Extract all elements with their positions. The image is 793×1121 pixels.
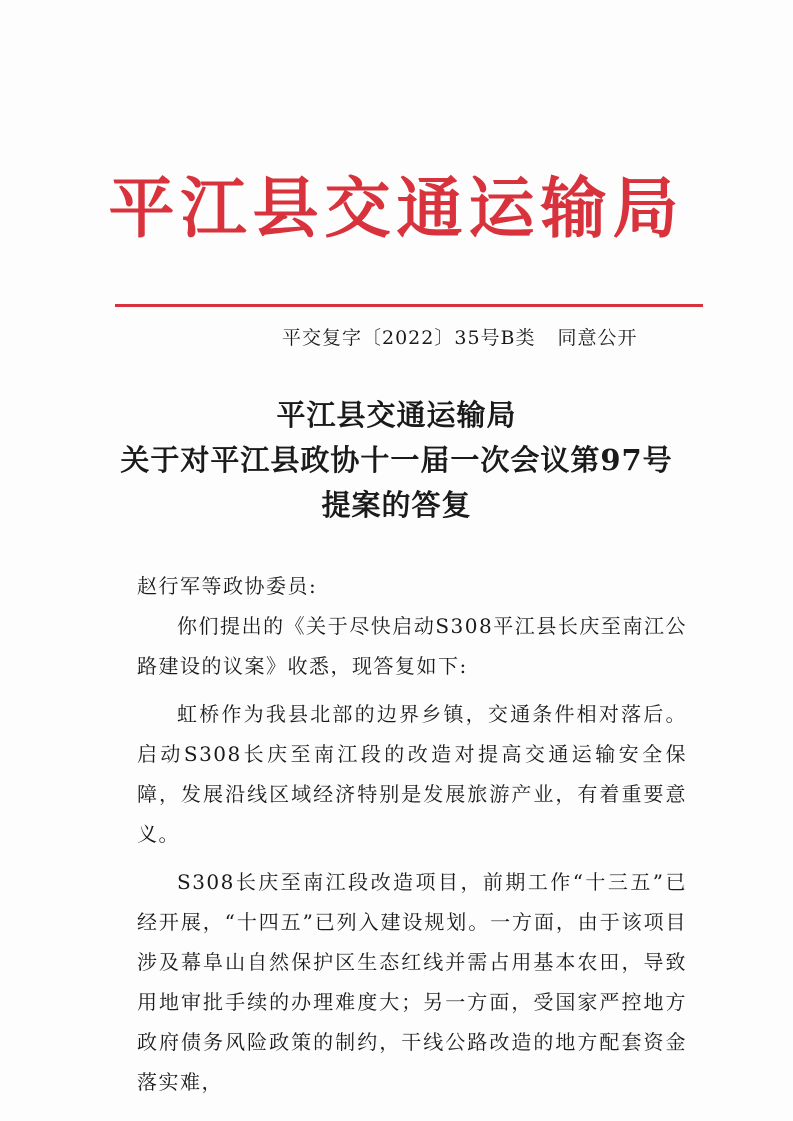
header-divider: [115, 304, 703, 307]
title-line-1: 平江县交通运输局: [276, 398, 517, 432]
document-title: [0, 393, 793, 528]
disclosure-status: 同意公开: [557, 327, 638, 349]
document-body: [137, 566, 687, 1110]
paragraph: S308长庆至南江段改造项目，前期工作“十三五”已经开展，“十四五”已列入建设规划。一方面，由于该项目涉及幕阜山自然保护区生态红线并需占用基本农田，导致用地审批手续的办理难度大；另一方面，受国家严控地方政府债务风险政策的制约，干线公路改造的地方配套资金落实难，: [137, 870, 687, 1094]
paragraph: 虹桥作为我县北部的边界乡镇，交通条件相对落后。启动S308长庆至南江段的改造对提高交通运输安全保障，发展沿线区域经济特别是发展旅游产业，有着重要意义。: [137, 702, 687, 846]
title-line-3: 提案的答复: [321, 488, 472, 522]
title-line-2: 关于对平江县政协十一届一次会议第97号: [120, 443, 673, 477]
paragraph: 你们提出的《关于尽快启动S308平江县长庆至南江公路建设的议案》收悉，现答复如下:: [137, 614, 687, 678]
salutation: 赵行军等政协委员:: [137, 574, 318, 598]
document-number: 平交复字〔2022〕35号B类: [282, 327, 536, 349]
organization-header: 平江县交通运输局: [108, 169, 685, 247]
document-number-line: [282, 325, 638, 351]
